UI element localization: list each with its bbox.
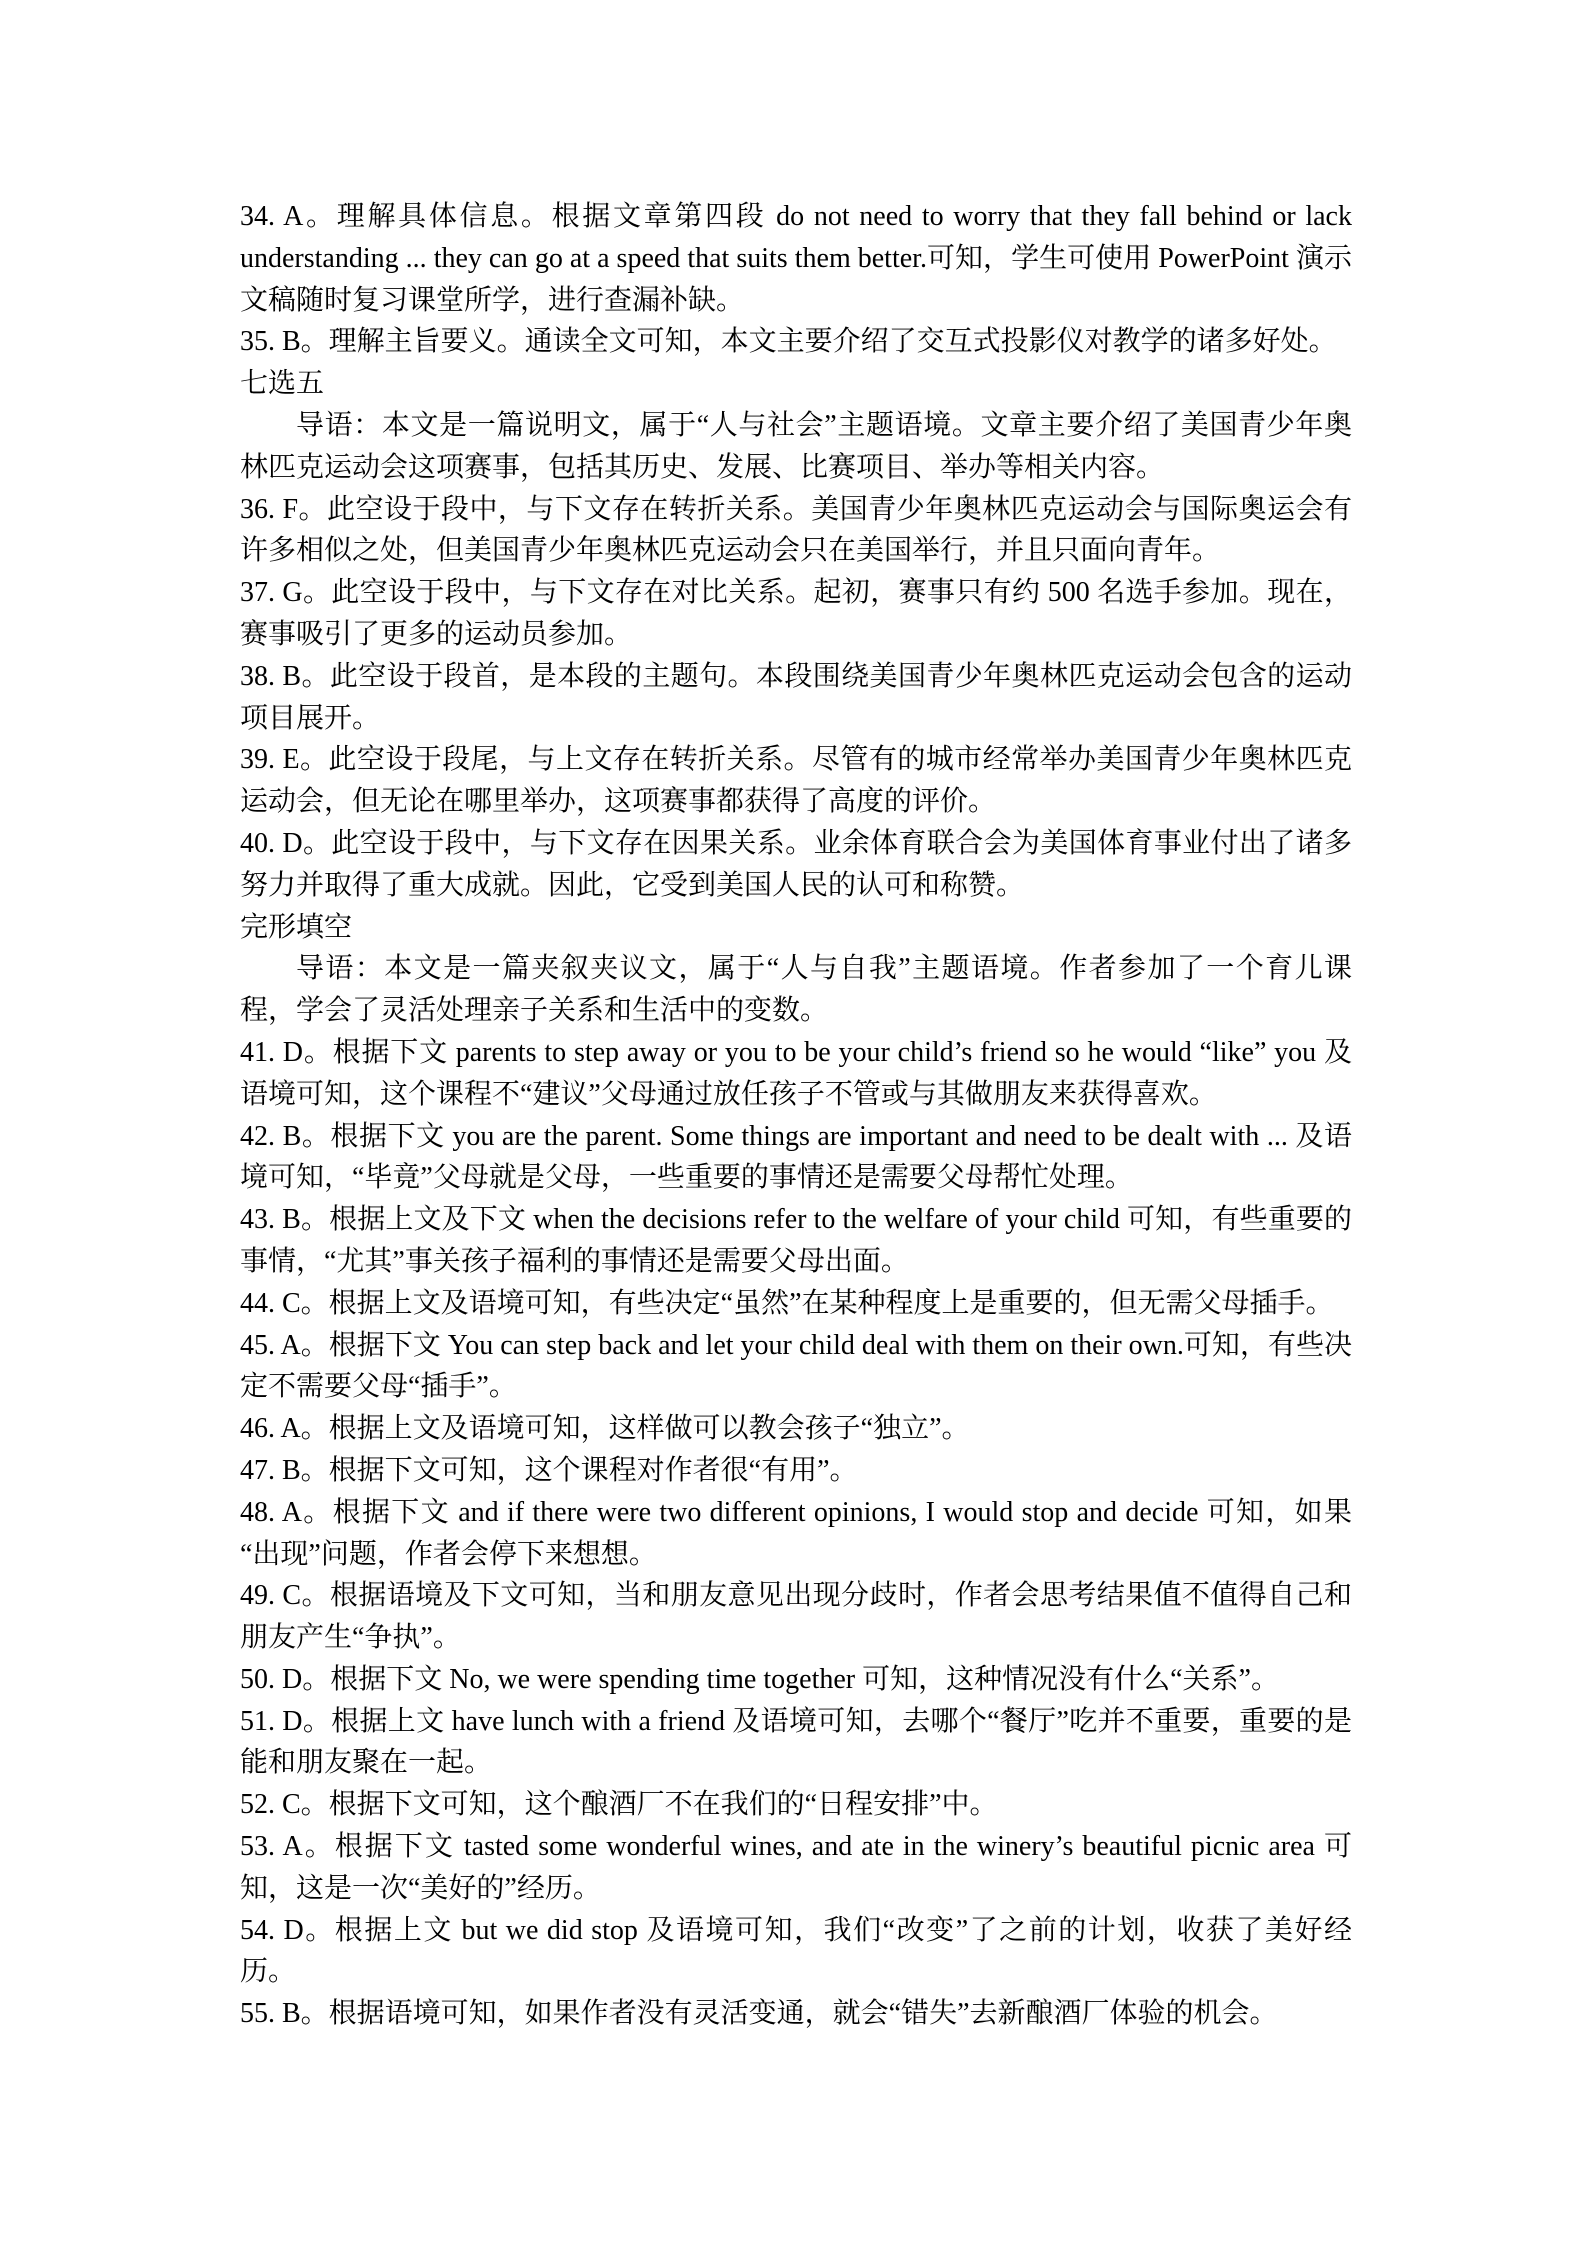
- paragraph: 55. B。根据语境可知，如果作者没有灵活变通，就会“错失”去新酿酒厂体验的机会。: [240, 1998, 1278, 2030]
- paragraph: 52. C。根据下文可知，这个酿酒厂不在我们的“日程安排”中。: [240, 1789, 998, 1821]
- paragraph: 40. D。此空设于段中，与下文存在因果关系。业余体育联合会为美国体育事业付出了诸多努力并取得了重大成就。因此，它受到美国人民的认可和称赞。: [240, 827, 1352, 901]
- paragraph: 47. B。根据下文可知，这个课程对作者很“有用”。: [240, 1454, 858, 1486]
- paragraph: 53. A。根据下文 tasted some wonderful wines, and ate in the winery’s beautiful picnic area 可知，这是一次“美好的”经历。: [240, 1831, 1352, 1904]
- paragraph: 54. D。根据上文 but we did stop 及语境可知，我们“改变”了之前的计划，收获了美好经历。: [240, 1914, 1352, 1988]
- paragraph: 导语：本文是一篇夹叙夹议文，属于“人与自我”主题语境。作者参加了一个育儿课程，学会了灵活处理亲子关系和生活中的变数。: [240, 953, 1352, 1027]
- paragraph: 48. A。根据下文 and if there were two different opinions, I would stop and decide 可知，如果“出现”问题，作者会停下来想想。: [240, 1496, 1352, 1570]
- paragraph: 49. C。根据语境及下文可知，当和朋友意见出现分歧时，作者会思考结果值不值得自己和朋友产生“争执”。: [240, 1580, 1352, 1654]
- paragraph: 51. D。根据上文 have lunch with a friend 及语境可知，去哪个“餐厅”吃并不重要，重要的是能和朋友聚在一起。: [240, 1705, 1352, 1779]
- paragraph: 41. D。根据下文 parents to step away or you to be your child’s friend so he would “like” you 及语境可知，这个课程不“建议”父母通过放任孩子不管或与其做朋友来获得喜欢。: [240, 1036, 1352, 1110]
- paragraph: 50. D。根据下文 No, we were spending time together 可知，这种情况没有什么“关系”。: [240, 1663, 1279, 1695]
- paragraph: 39. E。此空设于段尾，与上文存在转折关系。尽管有的城市经常举办美国青少年奥林匹克运动会，但无论在哪里举办，这项赛事都获得了高度的评价。: [240, 744, 1352, 818]
- paragraph: 42. B。根据下文 you are the parent. Some things are important and need to be dealt with ... 及语境可知，“毕竟”父母就是父母，一些重要的事情还是需要父母帮忙处理。: [240, 1120, 1352, 1194]
- document-text: [240, 196, 1352, 2035]
- section-heading: 完形填空: [240, 911, 353, 943]
- paragraph: 46. A。根据上文及语境可知，这样做可以教会孩子“独立”。: [240, 1413, 970, 1445]
- section-heading: 七选五: [240, 368, 325, 400]
- paragraph: 44. C。根据上文及语境可知，有些决定“虽然”在某种程度上是重要的，但无需父母插手。: [240, 1287, 1334, 1319]
- paragraph: 37. G。此空设于段中，与下文存在对比关系。起初，赛事只有约 500 名选手参加。现在，赛事吸引了更多的运动员参加。: [240, 577, 1352, 650]
- paragraph: 45. A。根据下文 You can step back and let your child deal with them on their own.可知，有些决定不需要父母“插手”。: [240, 1329, 1352, 1403]
- paragraph: 导语：本文是一篇说明文，属于“人与社会”主题语境。文章主要介绍了美国青少年奥林匹克运动会这项赛事，包括其历史、发展、比赛项目、举办等相关内容。: [240, 409, 1352, 483]
- paragraph: 43. B。根据上文及下文 when the decisions refer to the welfare of your child 可知，有些重要的事情，“尤其”事关孩子福利的事情还是需要父母出面。: [240, 1204, 1352, 1277]
- paragraph: 36. F。此空设于段中，与下文存在转折关系。美国青少年奥林匹克运动会与国际奥运会有许多相似之处，但美国青少年奥林匹克运动会只在美国举行，并且只面向青年。: [240, 493, 1352, 567]
- paragraph: 38. B。此空设于段首，是本段的主题句。本段围绕美国青少年奥林匹克运动会包含的运动项目展开。: [240, 660, 1352, 734]
- paragraph: 34. A。理解具体信息。根据文章第四段 do not need to worry that they fall behind or lack understanding ... they can go at a speed that suits them better.可知，学生可使用 PowerPoint 演示文稿随时复习课堂所学，进行查漏补缺。: [240, 201, 1352, 316]
- paragraph: 35. B。理解主旨要义。通读全文可知，本文主要介绍了交互式投影仪对教学的诸多好处。: [240, 326, 1337, 358]
